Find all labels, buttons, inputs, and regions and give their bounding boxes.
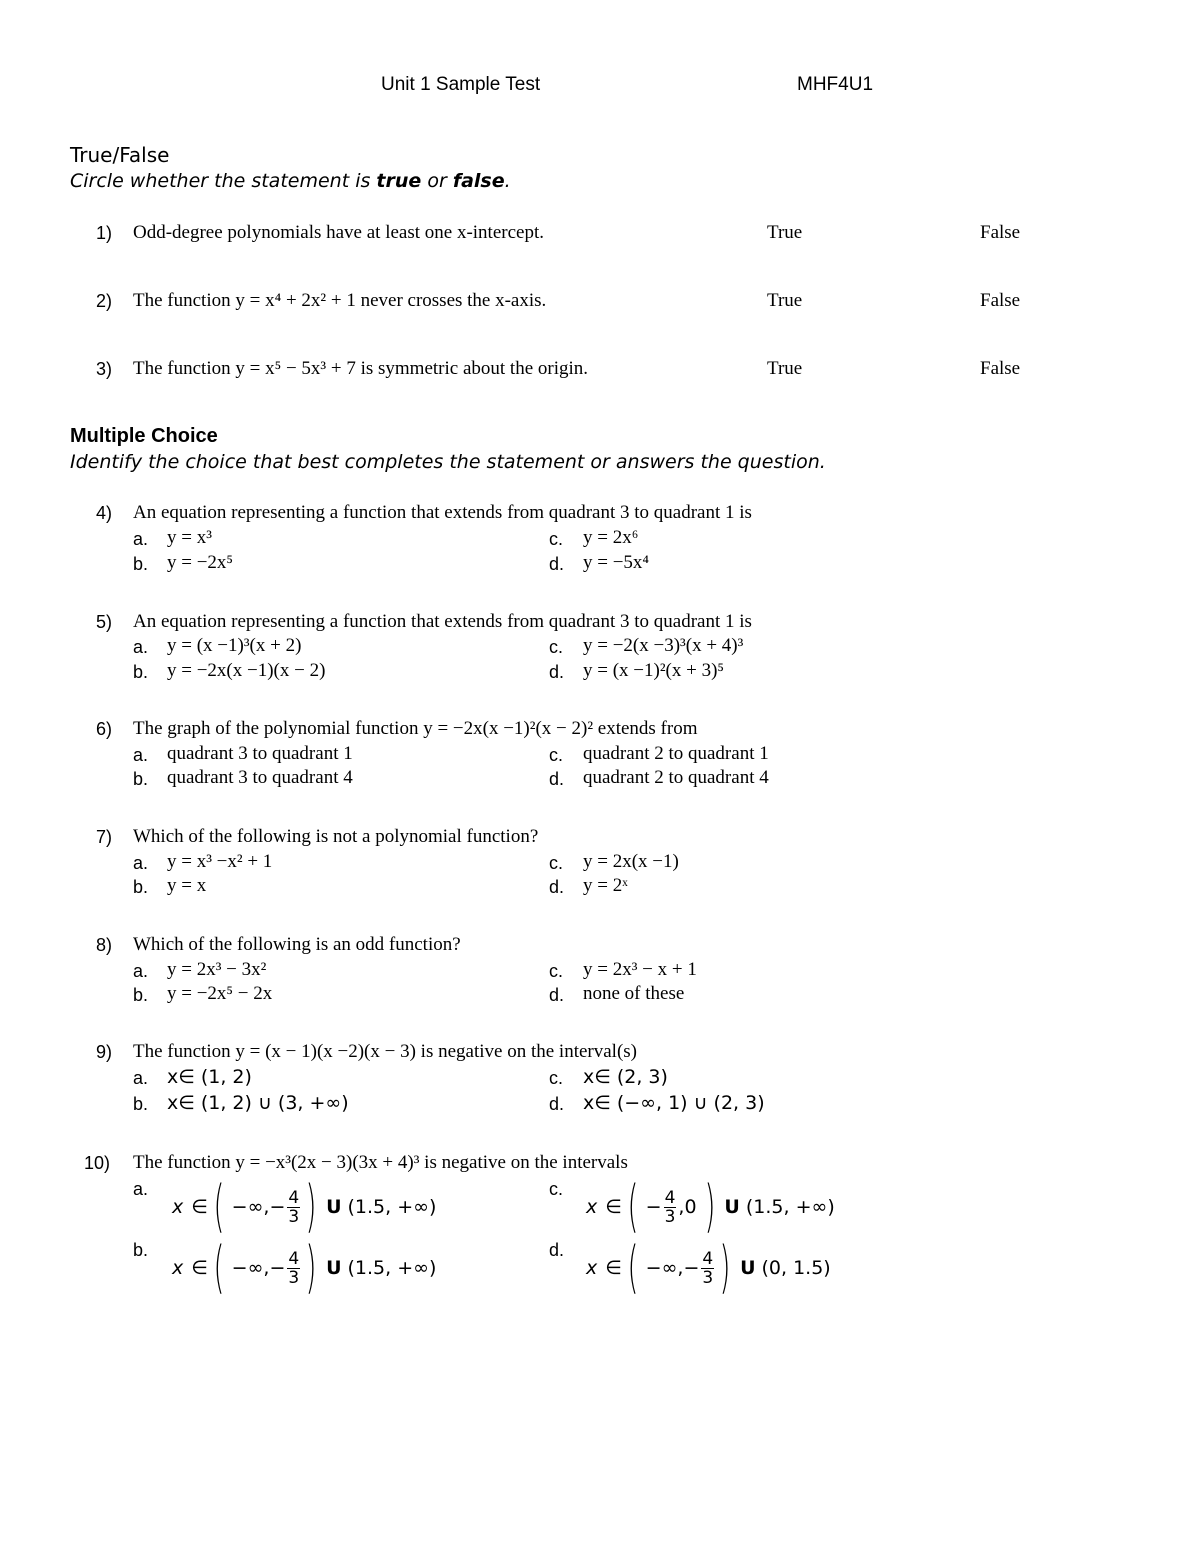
true-false-heading: True/False [70,143,170,167]
true-choice[interactable]: True [767,222,803,243]
question-stem: The function y = (x − 1)(x −2)(x − 3) is negative on the interval(s) [133,1041,638,1062]
option-a[interactable]: y = 2x³ − 3x² [167,959,267,980]
option-b[interactable] [172,1235,437,1300]
option-label-a: a. [133,745,149,765]
option-c[interactable]: y = 2x⁶ [583,527,639,548]
option-c[interactable] [586,1174,835,1239]
option-c[interactable]: y = 2x³ − x + 1 [583,959,697,980]
union-symbol: U [326,1257,342,1279]
option-label-c: c. [549,1068,564,1088]
option-label-b: b. [133,769,149,789]
left-paren: ( [213,1235,225,1300]
option-d[interactable] [586,1235,831,1300]
option-label-d: d. [549,1240,565,1260]
question-text: The function y = x⁵ − 5x³ + 7 is symmetric about the origin. [133,358,589,379]
option-d[interactable]: y = −5x⁴ [583,552,650,573]
right-paren: ) [719,1235,731,1300]
question-text: The function y = x⁴ + 2x² + 1 never crosses the x-axis. [133,290,547,311]
minus-sign: − [645,1196,662,1218]
element-symbol: ∈ [605,1257,622,1279]
question-number: 7) [96,827,113,847]
interval: (1.5, +∞) [745,1196,835,1218]
option-c[interactable]: quadrant 2 to quadrant 1 [583,743,769,764]
option-b[interactable]: x∈ (1, 2) ∪ (3, +∞) [167,1092,349,1114]
variable-x: x [586,1196,598,1218]
question-stem: Which of the following is an odd function? [133,934,461,955]
option-label-d: d. [549,554,565,574]
left-paren: ( [627,1174,639,1239]
left-paren: ( [213,1174,225,1239]
option-label-b: b. [133,985,149,1005]
option-label-c: c. [549,529,564,549]
option-label-b: b. [133,554,149,574]
interval: (1.5, +∞) [347,1257,437,1279]
option-label-a: a. [133,637,149,657]
fraction: $\frac{4}{3}$ [288,1248,300,1288]
option-label-c: c. [549,637,564,657]
option-a[interactable]: y = x³ [167,527,212,548]
union-symbol: U [724,1196,740,1218]
interval: (1.5, +∞) [347,1196,437,1218]
true-choice[interactable]: True [767,290,803,311]
option-a[interactable]: quadrant 3 to quadrant 1 [167,743,353,764]
right-paren: ) [305,1235,317,1300]
option-b[interactable]: y = x [167,875,207,896]
option-label-d: d. [549,985,565,1005]
option-b[interactable]: y = −2x⁵ [167,552,234,573]
course-code: MHF4U1 [797,74,874,95]
option-label-b: b. [133,1094,149,1114]
question-number: 5) [96,612,113,632]
option-a[interactable]: x∈ (1, 2) [167,1066,252,1088]
neg-infinity: −∞,− [231,1257,286,1279]
option-a[interactable] [172,1174,437,1239]
option-label-c: c. [549,1179,564,1199]
true-choice[interactable]: True [767,358,803,379]
question-number: 2) [96,291,113,311]
option-label-c: c. [549,745,564,765]
question-text: Odd-degree polynomials have at least one x-intercept. [133,222,544,243]
interval: (0, 1.5) [761,1257,831,1279]
option-d[interactable]: quadrant 2 to quadrant 4 [583,767,769,788]
element-symbol: ∈ [605,1196,622,1218]
page-title: Unit 1 Sample Test [381,74,541,95]
multiple-choice-heading: Multiple Choice [70,425,218,447]
option-b[interactable]: y = −2x(x −1)(x − 2) [167,660,326,681]
left-paren: ( [627,1235,639,1300]
option-d[interactable]: x∈ (−∞, 1) ∪ (2, 3) [583,1092,765,1114]
option-d[interactable]: none of these [583,983,685,1004]
union-symbol: U [326,1196,342,1218]
variable-x: x [172,1196,184,1218]
option-label-a: a. [133,853,149,873]
right-paren: ) [704,1174,715,1239]
option-label-a: a. [133,961,149,981]
true-false-instruction: Circle whether the statement is true or false. [70,170,511,192]
option-c[interactable]: y = −2(x −3)³(x + 4)³ [583,635,744,656]
option-label-c: c. [549,853,564,873]
neg-infinity: −∞,− [645,1257,700,1279]
option-label-d: d. [549,662,565,682]
right-paren: ) [305,1174,317,1239]
neg-infinity: −∞,− [231,1196,286,1218]
option-d[interactable]: y = 2ˣ [583,875,628,896]
question-number: 6) [96,719,113,739]
element-symbol: ∈ [191,1196,208,1218]
question-stem: The graph of the polynomial function y = −2x(x −1)²(x − 2)² extends from [133,718,698,739]
question-stem: Which of the following is not a polynomial function? [133,826,539,847]
option-b[interactable]: y = −2x⁵ − 2x [167,983,273,1004]
question-number: 10) [84,1153,111,1173]
false-choice[interactable]: False [980,358,1021,379]
union-symbol: U [740,1257,756,1279]
option-label-d: d. [549,769,565,789]
option-label-b: b. [133,1240,149,1260]
question-number: 1) [96,223,113,243]
option-c[interactable]: x∈ (2, 3) [583,1066,668,1088]
option-b[interactable]: quadrant 3 to quadrant 4 [167,767,353,788]
option-label-b: b. [133,662,149,682]
question-stem: An equation representing a function that extends from quadrant 3 to quadrant 1 is [133,502,752,523]
option-label-a: a. [133,1068,149,1088]
false-choice[interactable]: False [980,222,1021,243]
option-label-a: a. [133,529,149,549]
option-label-d: d. [549,1094,565,1114]
question-stem: An equation representing a function that extends from quadrant 3 to quadrant 1 is [133,611,752,632]
zero: ,0 [678,1196,697,1218]
question-number: 8) [96,935,113,955]
option-label-b: b. [133,877,149,897]
variable-x: x [172,1257,184,1279]
option-label-d: d. [549,877,565,897]
option-label-a: a. [133,1179,149,1199]
question-stem: The function y = −x³(2x − 3)(3x + 4)³ is negative on the intervals [133,1152,628,1173]
question-number: 9) [96,1042,113,1062]
option-a[interactable]: y = x³ −x² + 1 [167,851,273,872]
element-symbol: ∈ [191,1257,208,1279]
option-label-c: c. [549,961,564,981]
false-choice[interactable]: False [980,290,1021,311]
fraction: $\frac{4}{3}$ [664,1187,676,1227]
fraction: $\frac{4}{3}$ [288,1187,300,1227]
multiple-choice-instruction: Identify the choice that best completes the statement or answers the question. [70,451,826,473]
option-c[interactable]: y = 2x(x −1) [583,851,679,872]
option-d[interactable]: y = (x −1)²(x + 3)⁵ [583,660,725,681]
question-number: 3) [96,359,113,379]
question-number: 4) [96,503,113,523]
variable-x: x [586,1257,598,1279]
option-a[interactable]: y = (x −1)³(x + 2) [167,635,302,656]
fraction: $\frac{4}{3}$ [702,1248,714,1288]
